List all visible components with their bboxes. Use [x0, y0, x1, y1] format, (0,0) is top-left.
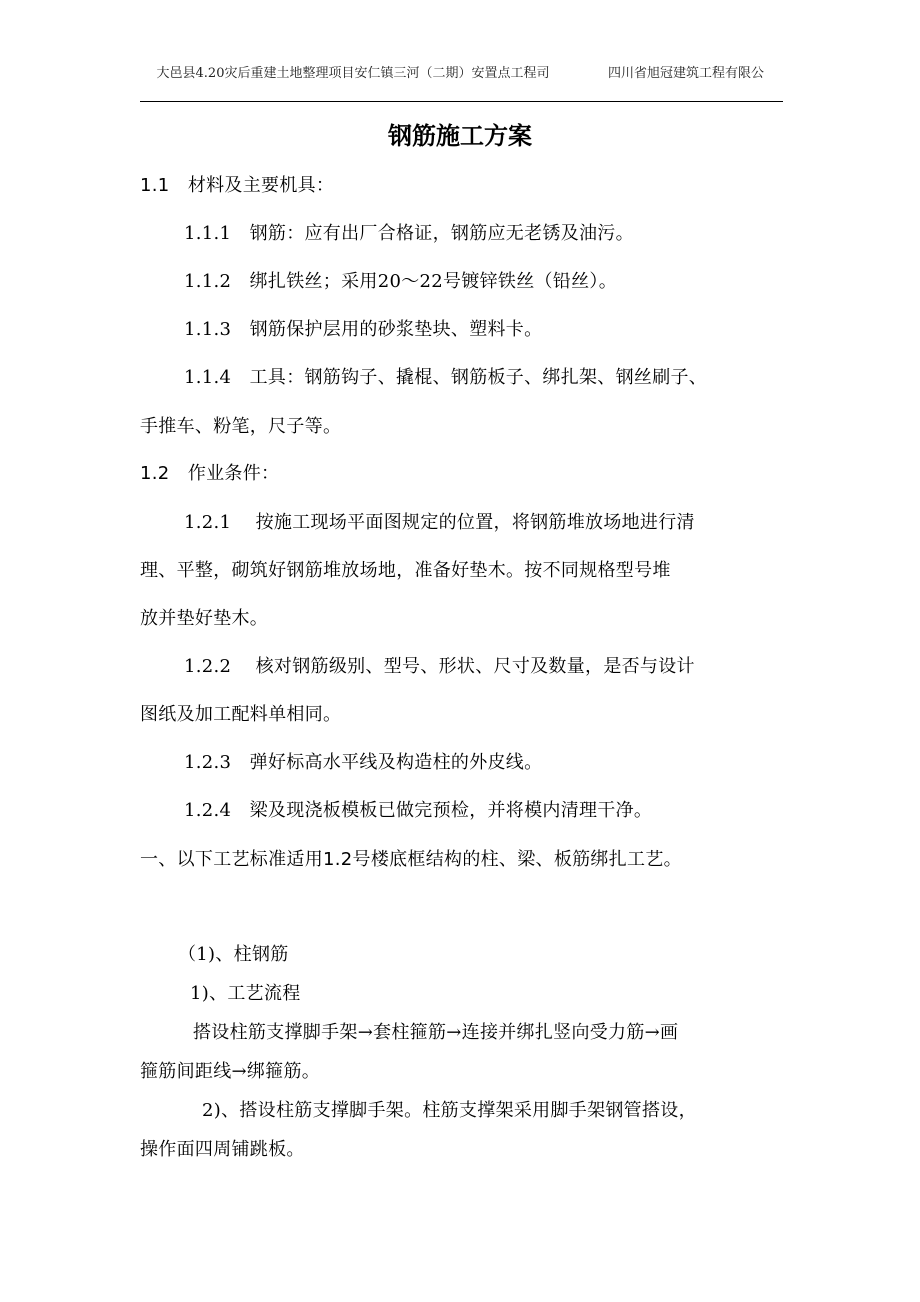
scope-statement: 一、以下工艺标准适用1.2号楼底框结构的柱、梁、板筋绑扎工艺。 [140, 849, 682, 870]
item-1-2-1-line1: 1.2.1 按施工现场平面图规定的位置，将钢筋堆放场地进行清 [184, 512, 695, 533]
scaffold-subheading-line2: 操作面四周铺跳板。 [140, 1139, 305, 1160]
header-company-name: 四川省旭冠建筑工程有限公 [608, 66, 765, 81]
item-1-2-3: 1.2.3 弹好标高水平线及构造柱的外皮线。 [184, 752, 543, 773]
header-rule [140, 101, 783, 102]
item-1-2-2-line1: 1.2.2 核对钢筋级别、型号、形状、尺寸及数量，是否与设计 [184, 656, 695, 677]
item-1-2-4: 1.2.4 梁及现浇板模板已做完预检，并将模内清理干净。 [184, 800, 653, 821]
section-heading-1-2: 1.2 作业条件： [140, 463, 280, 484]
item-1-2-1-line3: 放并垫好垫木。 [140, 608, 269, 629]
process-flow-line2: 箍筋间距线→绑箍筋。 [140, 1061, 321, 1082]
item-1-1-4-line1: 1.1.4 工具：钢筋钩子、撬棍、钢筋板子、绑扎架、钢丝刷子、 [184, 367, 708, 388]
page-title: 钢筋施工方案 [388, 122, 532, 150]
item-1-1-2: 1.1.2 绑扎铁丝；采用20～22号镀锌铁丝（铅丝）。 [184, 271, 618, 292]
section-heading-1-1: 1.1 材料及主要机具： [140, 175, 335, 196]
header-project-name: 大邑县4.20灾后重建土地整理项目安仁镇三河（二期）安置点工程司 [156, 66, 550, 81]
scaffold-subheading-line1: 2)、搭设柱筋支撑脚手架。柱筋支撑架采用脚手架钢管搭设， [202, 1100, 697, 1121]
item-1-1-3: 1.1.3 钢筋保护层用的砂浆垫块、塑料卡。 [184, 319, 543, 340]
item-1-1-4-line2: 手推车、粉笔，尺子等。 [140, 416, 342, 437]
item-1-2-1-line2: 理、平整，砌筑好钢筋堆放场地，准备好垫木。按不同规格型号堆 [140, 560, 671, 581]
item-1-2-2-line2: 图纸及加工配料单相同。 [140, 704, 342, 725]
process-flow-subheading: 1)、工艺流程 [190, 983, 301, 1004]
item-1-1-1: 1.1.1 钢筋：应有出厂合格证，钢筋应无老锈及油污。 [184, 223, 634, 244]
column-rebar-heading: （1)、柱钢筋 [178, 944, 289, 965]
process-flow-line1: 搭设柱筋支撑脚手架→套柱箍筋→连接并绑扎竖向受力筋→画 [193, 1022, 679, 1043]
